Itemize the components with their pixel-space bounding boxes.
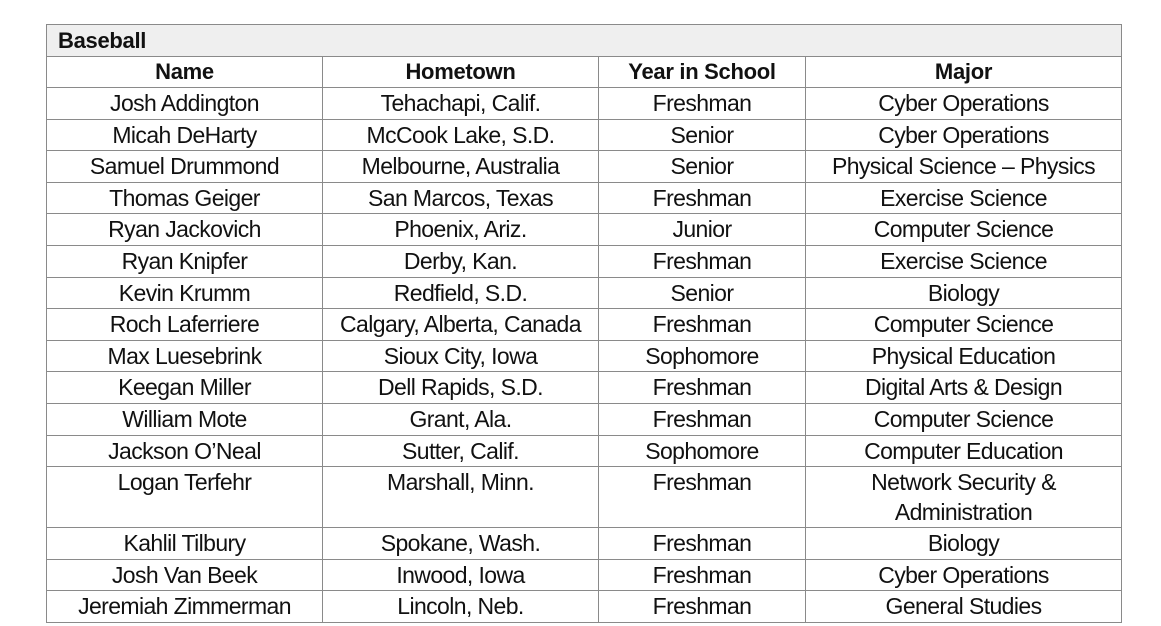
major-cell: Exercise Science bbox=[806, 245, 1122, 277]
table-row bbox=[47, 340, 1122, 372]
hometown-cell: Lincoln, Neb. bbox=[323, 591, 599, 623]
player-name-cell: Jackson O’Neal bbox=[47, 435, 323, 467]
year-cell: Freshman bbox=[599, 372, 806, 404]
major-cell: Cyber Operations bbox=[806, 119, 1122, 151]
major-cell: Network Security & Administration bbox=[806, 467, 1122, 528]
hometown-cell: Redfield, S.D. bbox=[323, 277, 599, 309]
player-name-cell: Thomas Geiger bbox=[47, 182, 323, 214]
year-cell: Freshman bbox=[599, 559, 806, 591]
hometown-cell: Melbourne, Australia bbox=[323, 151, 599, 183]
major-cell: Computer Education bbox=[806, 435, 1122, 467]
player-name-cell: Kahlil Tilbury bbox=[47, 528, 323, 560]
column-header-year: Year in School bbox=[599, 57, 806, 88]
table-row bbox=[47, 151, 1122, 183]
major-cell: Biology bbox=[806, 528, 1122, 560]
table-row bbox=[47, 372, 1122, 404]
major-cell: Biology bbox=[806, 277, 1122, 309]
player-name-cell: Josh Addington bbox=[47, 88, 323, 120]
year-cell: Senior bbox=[599, 119, 806, 151]
table-caption: Baseball bbox=[47, 25, 1122, 57]
player-name-cell: Logan Terfehr bbox=[47, 467, 323, 528]
year-cell: Freshman bbox=[599, 403, 806, 435]
table-row bbox=[47, 309, 1122, 341]
player-name-cell: Roch Laferriere bbox=[47, 309, 323, 341]
player-name-cell: Max Luesebrink bbox=[47, 340, 323, 372]
year-cell: Freshman bbox=[599, 309, 806, 341]
player-name-cell: Josh Van Beek bbox=[47, 559, 323, 591]
year-cell: Senior bbox=[599, 277, 806, 309]
column-header-major: Major bbox=[806, 57, 1122, 88]
table-row bbox=[47, 88, 1122, 120]
hometown-cell: Spokane, Wash. bbox=[323, 528, 599, 560]
hometown-cell: Derby, Kan. bbox=[323, 245, 599, 277]
hometown-cell: Calgary, Alberta, Canada bbox=[323, 309, 599, 341]
column-header-name: Name bbox=[47, 57, 323, 88]
player-name-cell: William Mote bbox=[47, 403, 323, 435]
year-cell: Freshman bbox=[599, 245, 806, 277]
table-row bbox=[47, 403, 1122, 435]
hometown-cell: San Marcos, Texas bbox=[323, 182, 599, 214]
table-row bbox=[47, 182, 1122, 214]
table-row bbox=[47, 214, 1122, 246]
table-row bbox=[47, 435, 1122, 467]
table-row bbox=[47, 119, 1122, 151]
year-cell: Junior bbox=[599, 214, 806, 246]
major-cell: Cyber Operations bbox=[806, 559, 1122, 591]
major-cell: General Studies bbox=[806, 591, 1122, 623]
table-row bbox=[47, 277, 1122, 309]
major-cell: Exercise Science bbox=[806, 182, 1122, 214]
table-row bbox=[47, 245, 1122, 277]
year-cell: Freshman bbox=[599, 88, 806, 120]
year-cell: Sophomore bbox=[599, 340, 806, 372]
year-cell: Freshman bbox=[599, 591, 806, 623]
table-row bbox=[47, 559, 1122, 591]
player-name-cell: Micah DeHarty bbox=[47, 119, 323, 151]
year-cell: Freshman bbox=[599, 528, 806, 560]
caption-row bbox=[47, 25, 1122, 57]
year-cell: Sophomore bbox=[599, 435, 806, 467]
hometown-cell: Tehachapi, Calif. bbox=[323, 88, 599, 120]
player-name-cell: Ryan Jackovich bbox=[47, 214, 323, 246]
player-name-cell: Samuel Drummond bbox=[47, 151, 323, 183]
hometown-cell: Phoenix, Ariz. bbox=[323, 214, 599, 246]
column-header-hometown: Hometown bbox=[323, 57, 599, 88]
table-row bbox=[47, 591, 1122, 623]
major-cell: Digital Arts & Design bbox=[806, 372, 1122, 404]
hometown-cell: Sutter, Calif. bbox=[323, 435, 599, 467]
player-name-cell: Kevin Krumm bbox=[47, 277, 323, 309]
player-name-cell: Jeremiah Zimmerman bbox=[47, 591, 323, 623]
roster-table bbox=[46, 24, 1122, 623]
hometown-cell: Sioux City, Iowa bbox=[323, 340, 599, 372]
roster-body bbox=[47, 88, 1122, 623]
major-cell: Computer Science bbox=[806, 309, 1122, 341]
major-cell: Computer Science bbox=[806, 214, 1122, 246]
major-cell: Physical Education bbox=[806, 340, 1122, 372]
table-row bbox=[47, 528, 1122, 560]
hometown-cell: Grant, Ala. bbox=[323, 403, 599, 435]
header-row bbox=[47, 57, 1122, 88]
year-cell: Senior bbox=[599, 151, 806, 183]
hometown-cell: McCook Lake, S.D. bbox=[323, 119, 599, 151]
year-cell: Freshman bbox=[599, 182, 806, 214]
hometown-cell: Marshall, Minn. bbox=[323, 467, 599, 528]
player-name-cell: Ryan Knipfer bbox=[47, 245, 323, 277]
hometown-cell: Inwood, Iowa bbox=[323, 559, 599, 591]
major-cell: Physical Science – Physics bbox=[806, 151, 1122, 183]
table-row bbox=[47, 467, 1122, 528]
major-cell: Computer Science bbox=[806, 403, 1122, 435]
major-cell: Cyber Operations bbox=[806, 88, 1122, 120]
year-cell: Freshman bbox=[599, 467, 806, 528]
hometown-cell: Dell Rapids, S.D. bbox=[323, 372, 599, 404]
player-name-cell: Keegan Miller bbox=[47, 372, 323, 404]
